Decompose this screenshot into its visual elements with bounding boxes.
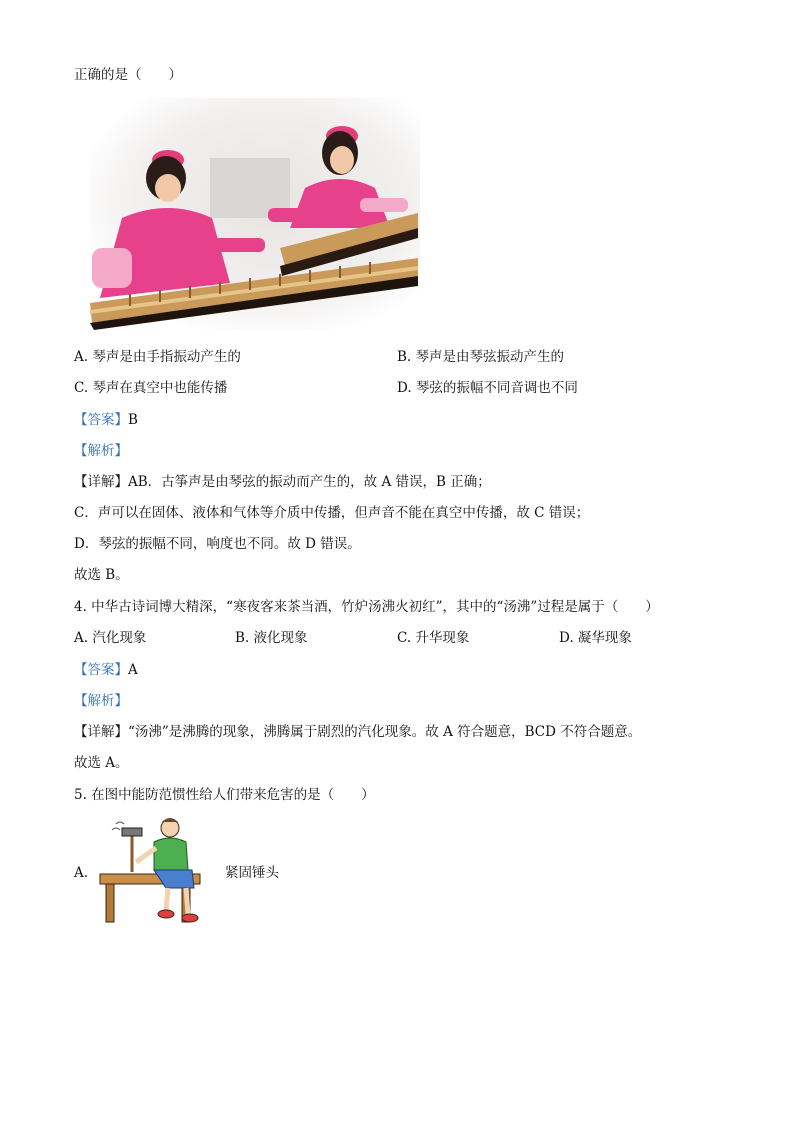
guzheng-players-image [90,98,420,330]
detail-tag: 【详解】 [74,724,128,740]
q4-analysis-tag [74,692,128,710]
q4-answer-value: A [128,662,138,678]
q3-detail-1 [74,473,491,491]
q3-answer-line [74,411,138,429]
q4-option-d: D. 凝华现象 [559,630,632,646]
q3-detail-2: C．声可以在固体、液体和气体等介质中传播，但声音不能在真空中传播，故 C 错误； [74,505,590,521]
detail-tag: 【详解】 [74,474,128,490]
q3-option-d: D. 琴弦的振幅不同音调也不同 [397,380,578,396]
answer-tag: 【答案】 [74,412,128,428]
q5-stem: 5. 在图中能防范惯性给人们带来危害的是（ ） [74,787,375,803]
q4-detail [74,723,641,741]
q4-answer-line [74,661,138,679]
q3-detail-1-text: AB．古筝声是由琴弦的振动而产生的，故 A 错误，B 正确； [128,474,491,490]
answer-tag: 【答案】 [74,662,128,678]
hammer-fastening-illustration [96,814,216,926]
q4-option-a: A. 汽化现象 [74,630,147,646]
q3-stem-tail: 正确的是（ ） [74,67,182,83]
q3-option-c: C. 琴声在真空中也能传播 [74,380,228,396]
q3-answer-value: B [128,412,138,428]
q4-detail-text: “汤沸”是沸腾的现象，沸腾属于剧烈的汽化现象。故 A 符合题意，BCD 不符合题意。 [128,724,642,740]
q3-analysis-tag [74,442,128,460]
analysis-tag: 【解析】 [74,693,128,709]
q3-conclusion: 故选 B。 [74,567,129,583]
analysis-tag: 【解析】 [74,443,128,459]
q3-detail-3: D．琴弦的振幅不同，响度也不同。故 D 错误。 [74,536,361,552]
q3-option-a: A. 琴声是由手指振动产生的 [74,349,241,365]
q4-conclusion: 故选 A。 [74,755,129,771]
q4-option-b: B. 液化现象 [235,630,308,646]
q5-option-a-label: A. [74,865,89,881]
q3-option-b: B. 琴声是由琴弦振动产生的 [397,349,565,365]
q4-option-c: C. 升华现象 [397,630,470,646]
q5-option-a-caption: 紧固锤头 [225,865,279,881]
q4-stem: 4. 中华古诗词博大精深，“寒夜客来茶当酒，竹炉汤沸火初红”，其中的“汤沸”过程是属于（ ） [74,599,659,615]
